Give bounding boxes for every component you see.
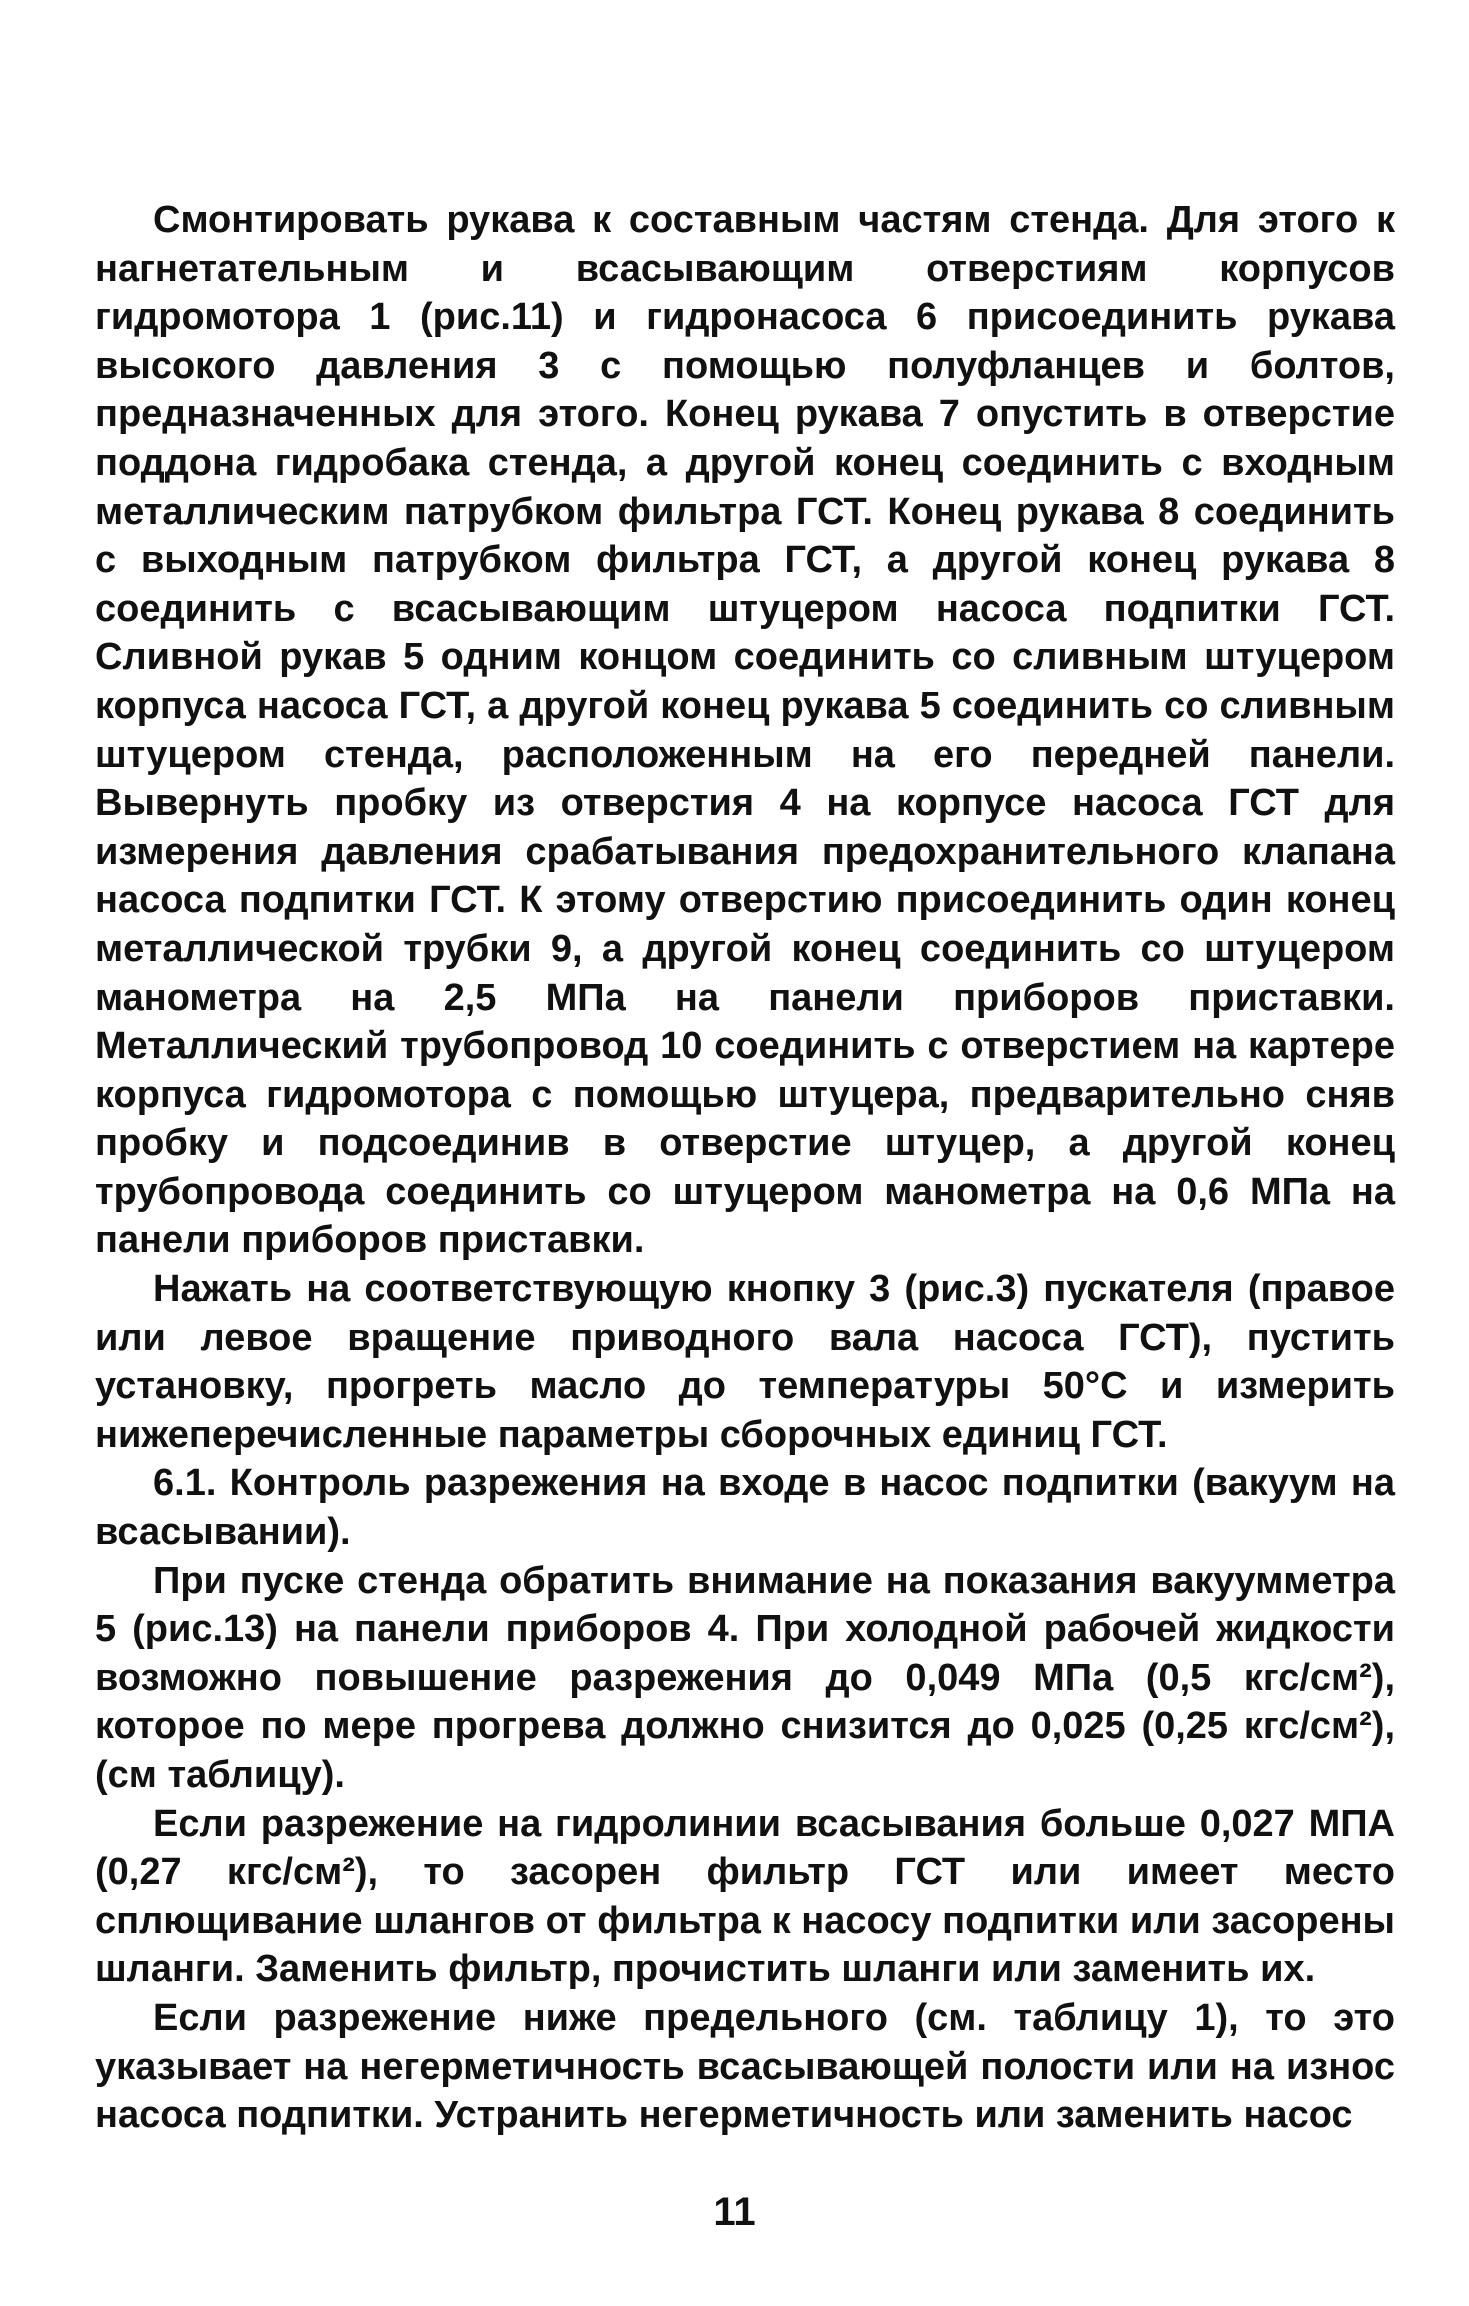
paragraph-vacuum-low: Если разрежение ниже предельного (см. таблицу 1), то это указывает на негерметичность всасывающей полости или на износ насоса подпитки. Устранить негерметичность или заменить насос xyxy=(95,1996,1395,2137)
section-heading-6-1: 6.1. Контроль разрежения на входе в насос подпитки (вакуум на всасывании). xyxy=(95,1462,1395,1554)
body-text xyxy=(95,196,1395,2140)
paragraph-vacuum-gauge: При пуске стенда обратить внимание на показания вакуумметра 5 (рис.13) на панели приборов 4. При холодной рабочей жидкости возможно повышение разрежения до 0,049 МПа (0,5 кгс/см²), которое по мере прогрева должно снизится до 0,025 (0,25 кгс/см²), (см таблицу). xyxy=(95,1559,1395,1796)
paragraph-vacuum-high: Если разрежение на гидролинии всасывания больше 0,027 МПА (0,27 кгс/см²), то засорен фильтр ГСТ или имеет место сплющивание шлангов от фильтра к насосу подпитки или засорены шланги. Заменить фильтр, прочистить шланги или заменить их. xyxy=(95,1802,1395,1991)
page-number: 11 xyxy=(713,2190,756,2234)
paragraph-hose-mounting: Смонтировать рукава к составным частям стенда. Для этого к нагнетательным и всасывающим отверстиям корпусов гидромотора 1 (рис.11) и гидронасоса 6 присоединить рукава высокого давления 3 с помощью полуфланцев и болтов, предназначенных для этого. Конец рукава 7 опустить в отверстие поддона гидробака стенда, а другой конец соединить с входным металлическим патрубком фильтра ГСТ. Конец рукава 8 соединить с выходным патрубком фильтра ГСТ, а другой конец рукава 8 соединить с всасывающим штуцером насоса подпитки ГСТ. Сливной рукав 5 одним концом соединить со сливным штуцером корпуса насоса ГСТ, а другой конец рукава 5 соединить со сливным штуцером стенда, расположенным на его передней панели. Вывернуть пробку из отверстия 4 на корпусе насоса ГСТ для измерения давления срабатывания предохранительного клапана насоса подпитки ГСТ. К этому отверстию присоединить один конец металлической трубки 9, а другой конец соединить со штуцером манометра на 2,5 МПа на панели приборов приставки. Металлический трубопровод 10 соединить с отверстием на картере корпуса гидромотора с помощью штуцера, предварительно сняв пробку и подсоединив в отверстие штуцер, а другой конец трубопровода соединить со штуцером манометра на 0,6 МПа на панели приборов приставки. xyxy=(95,199,1395,1262)
paragraph-start-stand: Нажать на соответствующую кнопку 3 (рис.3) пускателя (правое или левое вращение приводного вала насоса ГСТ), пустить установку, прогреть масло до температуры 50°С и измерить нижеперечисленные параметры сборочных единиц ГСТ. xyxy=(95,1268,1395,1456)
